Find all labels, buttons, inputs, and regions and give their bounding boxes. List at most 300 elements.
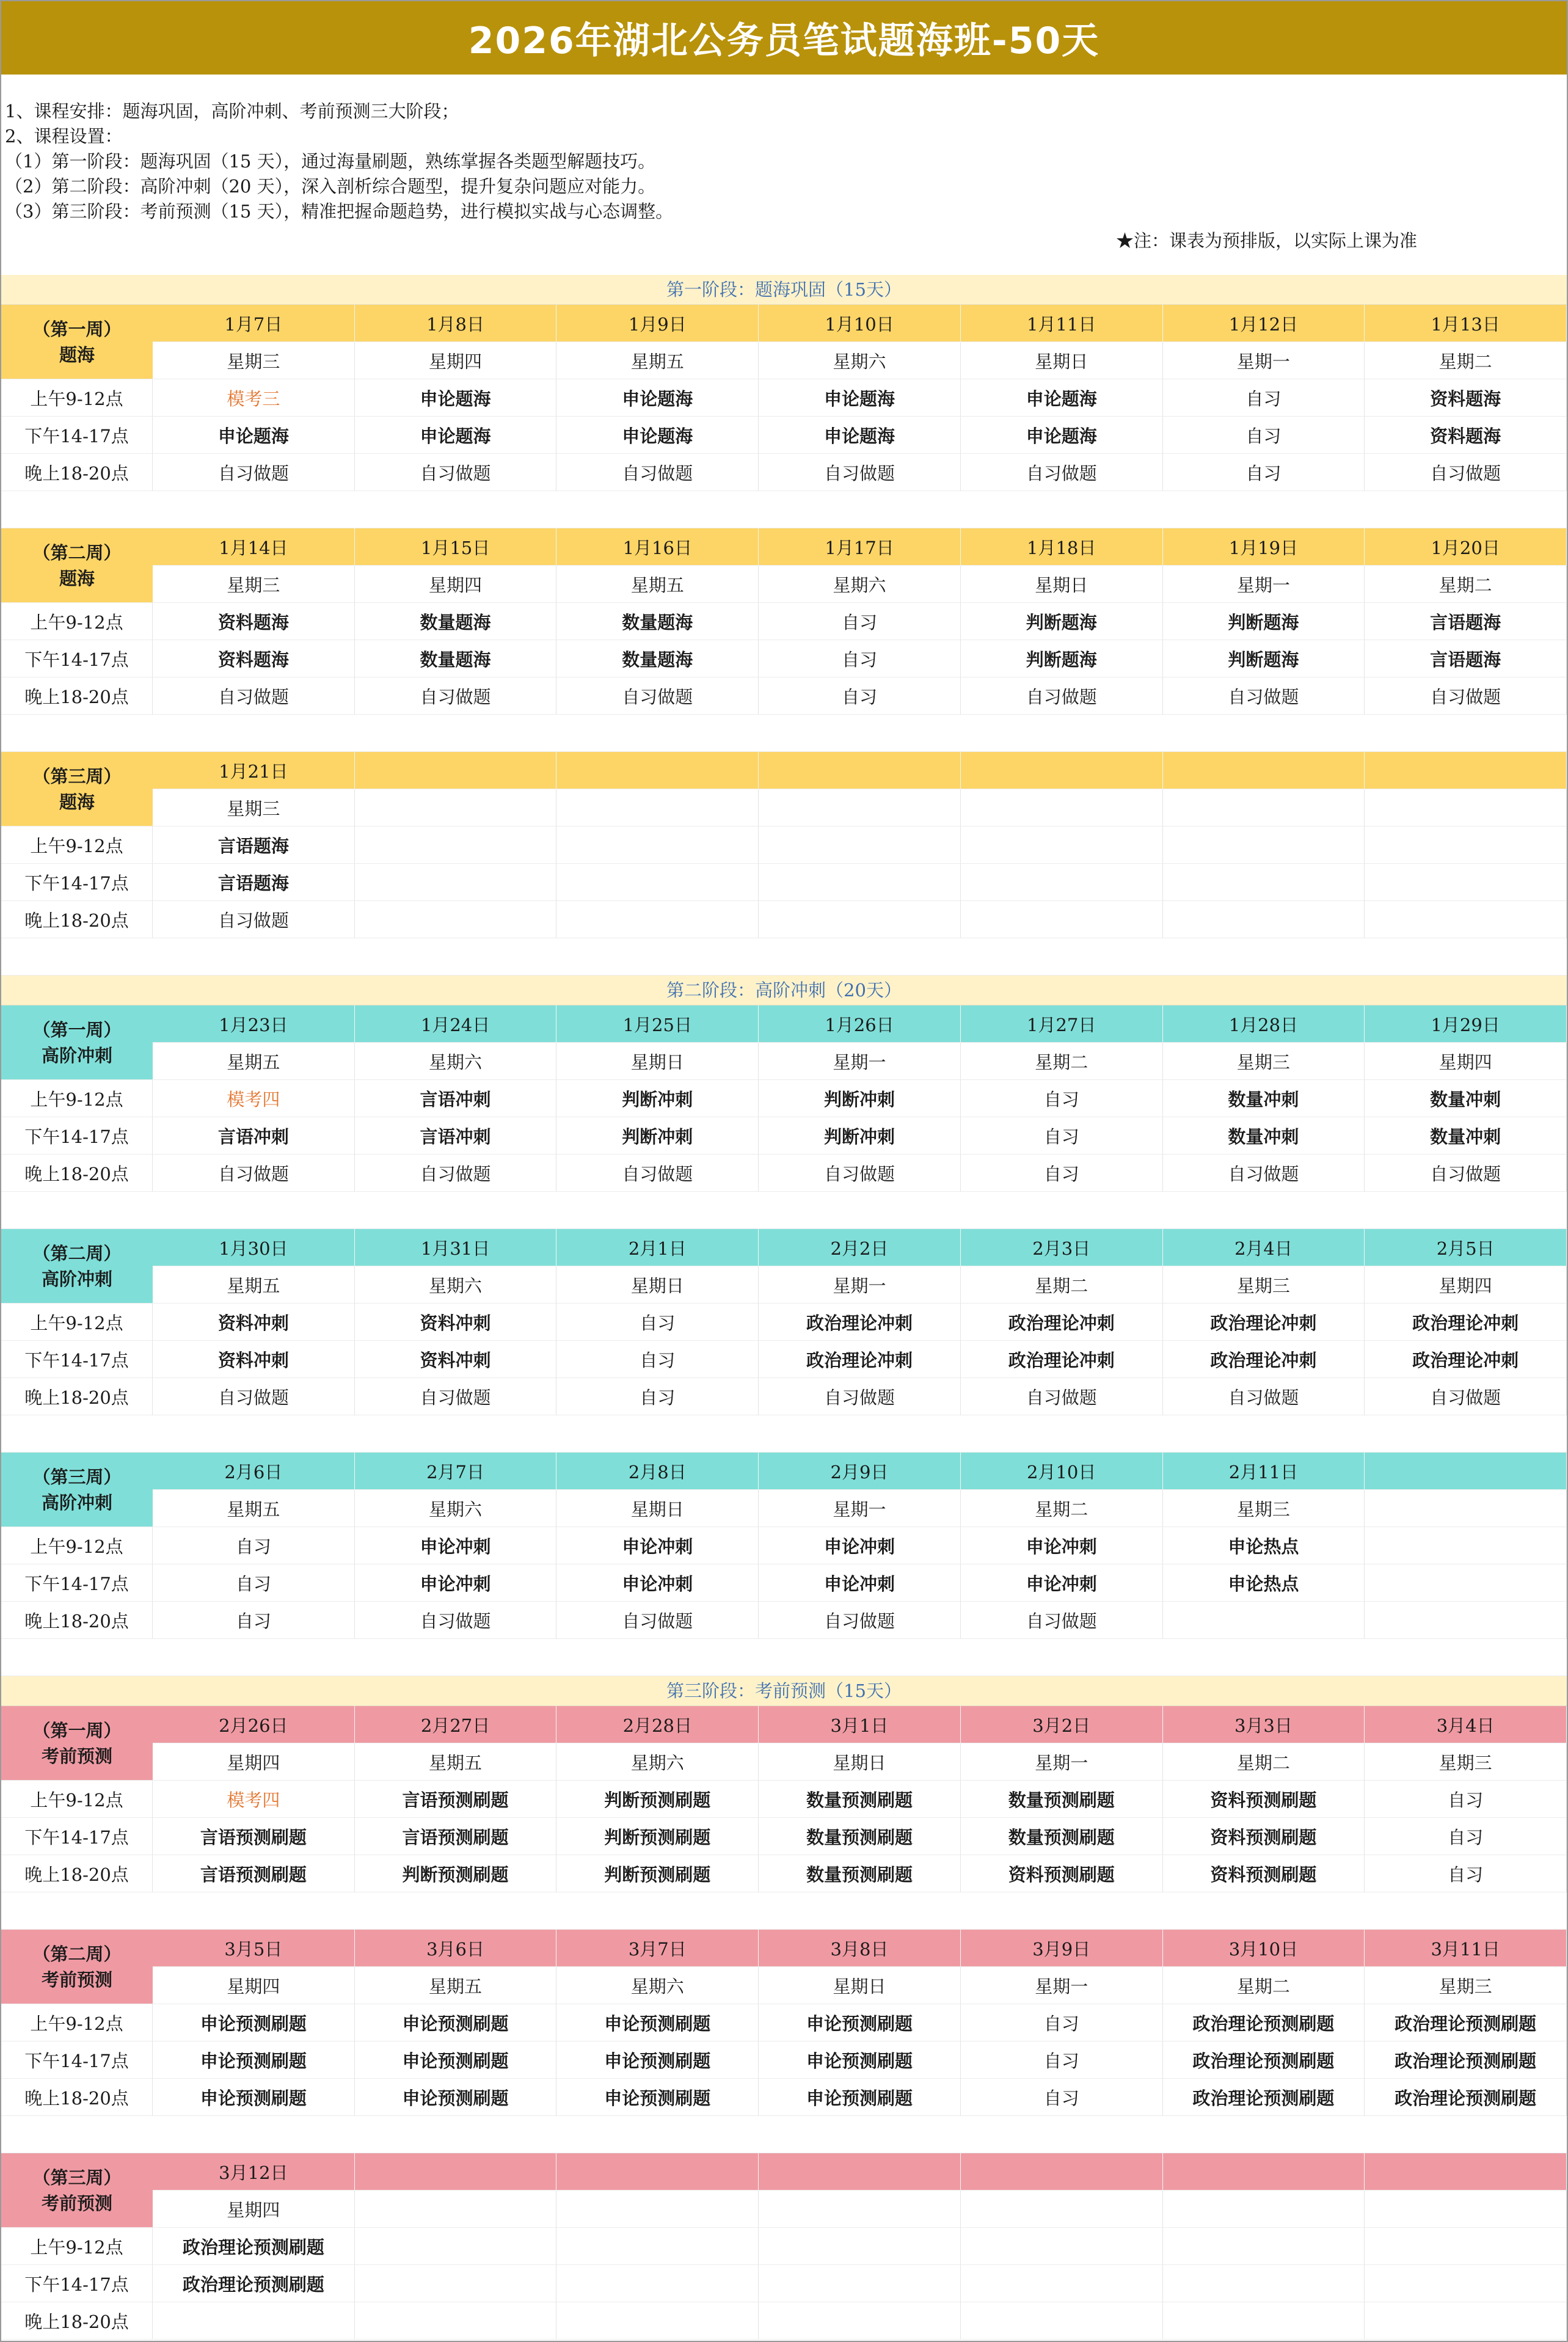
session-cell <box>759 2302 961 2340</box>
day-date: 1月9日 <box>556 305 759 342</box>
day-date <box>556 2153 759 2191</box>
week-label-line: 高阶冲刺 <box>41 1268 112 1290</box>
day-weekday: 星期六 <box>556 1743 759 1781</box>
day-weekday <box>556 789 759 826</box>
day-date: 3月11日 <box>1365 1930 1567 1967</box>
session-cell <box>1365 826 1567 864</box>
day-weekday: 星期一 <box>961 1743 1163 1781</box>
session-cell <box>759 826 961 864</box>
session-cell: 政治理论冲刺 <box>1163 1341 1365 1378</box>
session-cell <box>355 2265 557 2302</box>
day-weekday <box>1365 2191 1567 2228</box>
session-cell <box>1163 1602 1365 1639</box>
day-date: 2月10日 <box>961 1453 1163 1490</box>
day-weekday: 星期日 <box>556 1043 759 1080</box>
week-label-line: 题海 <box>59 791 95 812</box>
week-table <box>1 2153 1567 2340</box>
session-cell <box>1163 901 1365 938</box>
time-slot-label: 上午9-12点 <box>1 603 153 640</box>
session-cell: 申论题海 <box>759 379 961 417</box>
day-date: 2月5日 <box>1365 1229 1567 1266</box>
day-weekday <box>961 789 1163 826</box>
session-cell: 自习做题 <box>759 1602 961 1639</box>
session-cell: 自习 <box>1163 379 1365 417</box>
day-weekday: 星期六 <box>355 1266 557 1304</box>
session-cell: 申论预测刷题 <box>153 2004 355 2041</box>
session-cell: 申论预测刷题 <box>759 2004 961 2041</box>
session-cell: 言语冲刺 <box>355 1117 557 1155</box>
day-weekday: 星期五 <box>153 1266 355 1304</box>
session-cell: 言语预测刷题 <box>355 1818 557 1855</box>
session-cell <box>1163 2228 1365 2265</box>
session-cell <box>355 826 557 864</box>
session-cell: 申论预测刷题 <box>556 2041 759 2079</box>
session-cell: 模考四 <box>153 1080 355 1117</box>
session-cell: 申论预测刷题 <box>759 2041 961 2079</box>
week-spacer <box>1 715 1567 752</box>
session-cell <box>961 2265 1163 2302</box>
session-cell: 自习做题 <box>153 1378 355 1415</box>
week-label <box>1 1706 153 1781</box>
day-weekday <box>759 789 961 826</box>
session-cell: 申论预测刷题 <box>355 2079 557 2116</box>
session-cell: 申论题海 <box>556 417 759 454</box>
week-label-line: 考前预测 <box>41 1969 112 1990</box>
session-cell: 政治理论冲刺 <box>759 1304 961 1341</box>
day-weekday: 星期二 <box>961 1043 1163 1080</box>
session-cell <box>556 826 759 864</box>
day-weekday: 星期五 <box>556 566 759 603</box>
time-slot-label: 晚上18-20点 <box>1 901 153 938</box>
day-date: 1月23日 <box>153 1005 355 1043</box>
day-weekday: 星期二 <box>961 1490 1163 1527</box>
week-label <box>1 1453 153 1527</box>
day-weekday: 星期二 <box>1163 1743 1365 1781</box>
time-slot-label: 下午14-17点 <box>1 2265 153 2302</box>
session-cell: 言语冲刺 <box>153 1117 355 1155</box>
intro-line: （2）第二阶段：高阶冲刺（20 天），深入剖析综合题型，提升复杂问题应对能力。 <box>5 176 656 197</box>
session-cell: 判断预测刷题 <box>355 1855 557 1892</box>
day-date: 3月6日 <box>355 1930 557 1967</box>
session-cell: 申论冲刺 <box>961 1564 1163 1602</box>
session-cell: 申论预测刷题 <box>355 2041 557 2079</box>
day-date: 1月14日 <box>153 528 355 566</box>
week-label-line: 题海 <box>59 567 95 589</box>
day-weekday: 星期二 <box>1365 566 1567 603</box>
day-weekday: 星期一 <box>1163 566 1365 603</box>
session-cell: 自习做题 <box>556 677 759 715</box>
day-date <box>1163 2153 1365 2191</box>
session-cell: 自习 <box>1365 1855 1567 1892</box>
session-cell: 资料冲刺 <box>355 1304 557 1341</box>
day-weekday: 星期三 <box>153 342 355 379</box>
session-cell: 判断预测刷题 <box>556 1855 759 1892</box>
session-cell: 数量预测刷题 <box>759 1818 961 1855</box>
week-spacer <box>1 491 1567 528</box>
day-weekday: 星期三 <box>1365 1743 1567 1781</box>
week-label-line: （第二周） <box>32 1943 122 1964</box>
session-cell <box>1365 1527 1567 1564</box>
session-cell: 申论冲刺 <box>961 1527 1163 1564</box>
time-slot-label: 晚上18-20点 <box>1 2079 153 2116</box>
session-cell: 申论题海 <box>961 379 1163 417</box>
session-cell: 言语题海 <box>1365 603 1567 640</box>
day-weekday <box>961 2191 1163 2228</box>
session-cell: 数量冲刺 <box>1163 1117 1365 1155</box>
session-cell: 判断预测刷题 <box>556 1818 759 1855</box>
day-weekday <box>1163 2191 1365 2228</box>
day-weekday: 星期五 <box>153 1490 355 1527</box>
day-date: 1月18日 <box>961 528 1163 566</box>
session-cell: 言语预测刷题 <box>355 1781 557 1818</box>
week-spacer <box>1 1639 1567 1676</box>
day-weekday: 星期日 <box>961 342 1163 379</box>
week-table <box>1 305 1567 528</box>
time-slot-label: 下午14-17点 <box>1 1818 153 1855</box>
session-cell: 资料冲刺 <box>355 1341 557 1378</box>
day-weekday: 星期六 <box>556 1967 759 2004</box>
day-date: 2月28日 <box>556 1706 759 1743</box>
day-date: 2月1日 <box>556 1229 759 1266</box>
day-date: 1月15日 <box>355 528 557 566</box>
session-cell: 自习做题 <box>961 677 1163 715</box>
day-date: 2月3日 <box>961 1229 1163 1266</box>
day-weekday: 星期六 <box>759 342 961 379</box>
session-cell: 申论预测刷题 <box>556 2079 759 2116</box>
session-cell: 自习 <box>961 2041 1163 2079</box>
time-slot-label: 晚上18-20点 <box>1 1155 153 1192</box>
session-cell: 自习 <box>153 1564 355 1602</box>
day-date: 3月10日 <box>1163 1930 1365 1967</box>
session-cell: 判断预测刷题 <box>556 1781 759 1818</box>
day-weekday: 星期一 <box>759 1490 961 1527</box>
session-cell: 自习做题 <box>1163 677 1365 715</box>
day-date: 1月30日 <box>153 1229 355 1266</box>
week-table <box>1 1005 1567 1229</box>
session-cell: 自习 <box>1163 417 1365 454</box>
session-cell: 自习 <box>1365 1818 1567 1855</box>
day-date: 1月16日 <box>556 528 759 566</box>
session-cell: 模考三 <box>153 379 355 417</box>
time-slot-label: 晚上18-20点 <box>1 1378 153 1415</box>
session-cell: 资料预测刷题 <box>961 1855 1163 1892</box>
session-cell: 数量预测刷题 <box>759 1781 961 1818</box>
session-cell <box>759 901 961 938</box>
week-label <box>1 1229 153 1304</box>
session-cell: 申论冲刺 <box>355 1564 557 1602</box>
week-label <box>1 1005 153 1080</box>
session-cell <box>961 864 1163 901</box>
day-date <box>1365 1453 1567 1490</box>
day-date <box>1365 752 1567 789</box>
session-cell <box>1163 2302 1365 2340</box>
time-slot-label: 上午9-12点 <box>1 1527 153 1564</box>
day-weekday: 星期日 <box>556 1266 759 1304</box>
time-slot-label: 下午14-17点 <box>1 417 153 454</box>
session-cell: 申论冲刺 <box>355 1527 557 1564</box>
session-cell: 自习做题 <box>355 1602 557 1639</box>
session-cell: 自习做题 <box>961 454 1163 491</box>
session-cell: 政治理论冲刺 <box>1163 1304 1365 1341</box>
day-date: 1月7日 <box>153 305 355 342</box>
session-cell: 资料冲刺 <box>153 1304 355 1341</box>
session-cell <box>759 2265 961 2302</box>
week-label-line: 考前预测 <box>41 1745 112 1767</box>
day-weekday: 星期日 <box>759 1743 961 1781</box>
session-cell: 自习做题 <box>759 1155 961 1192</box>
day-weekday: 星期三 <box>1365 1967 1567 2004</box>
session-cell: 数量题海 <box>556 640 759 677</box>
week-label-line: 高阶冲刺 <box>41 1045 112 1066</box>
day-weekday: 星期二 <box>1163 1967 1365 2004</box>
day-weekday: 星期三 <box>153 566 355 603</box>
day-weekday <box>556 2191 759 2228</box>
session-cell <box>556 864 759 901</box>
day-weekday: 星期五 <box>153 1043 355 1080</box>
session-cell: 自习 <box>1365 1781 1567 1818</box>
week-label-line: 题海 <box>59 344 95 365</box>
session-cell: 自习做题 <box>153 454 355 491</box>
session-cell: 政治理论冲刺 <box>961 1304 1163 1341</box>
day-weekday: 星期四 <box>153 2191 355 2228</box>
week-label-line: （第一周） <box>32 318 122 340</box>
day-date <box>961 752 1163 789</box>
session-cell: 数量冲刺 <box>1163 1080 1365 1117</box>
week-spacer <box>1 938 1567 976</box>
session-cell: 自习做题 <box>961 1378 1163 1415</box>
session-cell: 自习做题 <box>355 1155 557 1192</box>
session-cell: 言语冲刺 <box>355 1080 557 1117</box>
stage-header: 第三阶段：考前预测（15天） <box>1 1676 1567 1706</box>
day-weekday: 星期六 <box>759 566 961 603</box>
session-cell: 申论题海 <box>961 417 1163 454</box>
session-cell: 判断冲刺 <box>759 1117 961 1155</box>
week-table <box>1 1453 1567 1676</box>
session-cell <box>961 2302 1163 2340</box>
session-cell <box>355 2302 557 2340</box>
session-cell <box>1163 826 1365 864</box>
session-cell: 自习做题 <box>556 1155 759 1192</box>
session-cell: 自习做题 <box>153 677 355 715</box>
day-date <box>355 2153 557 2191</box>
week-spacer <box>1 2116 1567 2153</box>
day-date <box>355 752 557 789</box>
week-table <box>1 1706 1567 1930</box>
session-cell: 自习 <box>759 677 961 715</box>
day-weekday: 星期一 <box>1163 342 1365 379</box>
week-table <box>1 752 1567 976</box>
session-cell: 自习 <box>556 1341 759 1378</box>
week-label <box>1 528 153 603</box>
session-cell: 申论冲刺 <box>759 1564 961 1602</box>
session-cell: 资料题海 <box>1365 379 1567 417</box>
session-cell: 自习做题 <box>1365 454 1567 491</box>
time-slot-label: 下午14-17点 <box>1 1341 153 1378</box>
session-cell: 资料冲刺 <box>153 1341 355 1378</box>
session-cell: 申论热点 <box>1163 1527 1365 1564</box>
day-date: 2月7日 <box>355 1453 557 1490</box>
day-weekday: 星期五 <box>355 1967 557 2004</box>
session-cell <box>556 901 759 938</box>
session-cell: 申论预测刷题 <box>355 2004 557 2041</box>
day-weekday: 星期三 <box>1163 1490 1365 1527</box>
day-weekday: 星期一 <box>961 1967 1163 2004</box>
session-cell: 判断题海 <box>961 640 1163 677</box>
session-cell <box>556 2265 759 2302</box>
day-date: 1月10日 <box>759 305 961 342</box>
session-cell <box>759 864 961 901</box>
day-date <box>759 752 961 789</box>
week-spacer <box>1 1415 1567 1453</box>
day-weekday: 星期四 <box>355 566 557 603</box>
session-cell <box>1163 2265 1365 2302</box>
day-date: 3月12日 <box>153 2153 355 2191</box>
session-cell: 自习做题 <box>355 1378 557 1415</box>
session-cell: 数量预测刷题 <box>759 1855 961 1892</box>
session-cell: 言语预测刷题 <box>153 1855 355 1892</box>
session-cell: 自习 <box>961 1080 1163 1117</box>
session-cell: 判断冲刺 <box>759 1080 961 1117</box>
session-cell: 政治理论冲刺 <box>961 1341 1163 1378</box>
session-cell: 自习 <box>961 1117 1163 1155</box>
session-cell <box>1163 864 1365 901</box>
day-weekday <box>1163 789 1365 826</box>
day-weekday: 星期五 <box>355 1743 557 1781</box>
schedule-note: ★注：课表为预排版，以实际上课为准 <box>1115 230 1417 251</box>
week-label-line: （第三周） <box>32 765 122 787</box>
session-cell: 申论冲刺 <box>556 1564 759 1602</box>
session-cell: 言语题海 <box>153 864 355 901</box>
session-cell: 自习 <box>556 1304 759 1341</box>
day-date: 1月28日 <box>1163 1005 1365 1043</box>
day-date: 1月26日 <box>759 1005 961 1043</box>
day-date: 2月6日 <box>153 1453 355 1490</box>
week-label-line: （第一周） <box>32 1720 122 1741</box>
session-cell <box>961 2228 1163 2265</box>
session-cell: 自习做题 <box>1163 1378 1365 1415</box>
day-date <box>759 2153 961 2191</box>
day-date: 1月25日 <box>556 1005 759 1043</box>
session-cell <box>759 2228 961 2265</box>
session-cell: 自习做题 <box>1365 677 1567 715</box>
day-weekday: 星期四 <box>1365 1043 1567 1080</box>
session-cell: 数量题海 <box>355 603 557 640</box>
day-date: 2月4日 <box>1163 1229 1365 1266</box>
day-weekday <box>355 2191 557 2228</box>
session-cell: 自习做题 <box>961 1602 1163 1639</box>
session-cell: 政治理论冲刺 <box>1365 1341 1567 1378</box>
week-label <box>1 1930 153 2004</box>
time-slot-label: 晚上18-20点 <box>1 2302 153 2340</box>
session-cell: 政治理论预测刷题 <box>1365 2004 1567 2041</box>
session-cell: 自习 <box>961 1155 1163 1192</box>
session-cell: 资料预测刷题 <box>1163 1855 1365 1892</box>
session-cell: 政治理论预测刷题 <box>1365 2079 1567 2116</box>
session-cell: 申论题海 <box>759 417 961 454</box>
session-cell: 政治理论预测刷题 <box>153 2265 355 2302</box>
day-date: 1月21日 <box>153 752 355 789</box>
day-weekday: 星期一 <box>759 1043 961 1080</box>
day-weekday: 星期一 <box>759 1266 961 1304</box>
week-label-line: 考前预测 <box>41 2192 112 2214</box>
session-cell: 政治理论预测刷题 <box>1365 2041 1567 2079</box>
session-cell: 言语题海 <box>153 826 355 864</box>
week-label-line: （第二周） <box>32 542 122 563</box>
day-date: 2月26日 <box>153 1706 355 1743</box>
week-table <box>1 528 1567 752</box>
day-date: 1月8日 <box>355 305 557 342</box>
session-cell: 自习做题 <box>759 454 961 491</box>
session-cell: 判断题海 <box>961 603 1163 640</box>
session-cell: 自习做题 <box>355 677 557 715</box>
session-cell: 申论热点 <box>1163 1564 1365 1602</box>
day-weekday: 星期四 <box>355 342 557 379</box>
session-cell: 自习 <box>153 1527 355 1564</box>
day-date <box>1365 2153 1567 2191</box>
day-date: 3月5日 <box>153 1930 355 1967</box>
session-cell: 资料预测刷题 <box>1163 1781 1365 1818</box>
time-slot-label: 下午14-17点 <box>1 864 153 901</box>
time-slot-label: 下午14-17点 <box>1 1117 153 1155</box>
day-weekday: 星期六 <box>355 1043 557 1080</box>
session-cell <box>961 826 1163 864</box>
session-cell: 自习 <box>759 640 961 677</box>
session-cell: 申论预测刷题 <box>759 2079 961 2116</box>
time-slot-label: 上午9-12点 <box>1 379 153 417</box>
session-cell <box>1365 2302 1567 2340</box>
session-cell: 自习做题 <box>153 1155 355 1192</box>
session-cell: 自习 <box>1163 454 1365 491</box>
session-cell: 数量题海 <box>556 603 759 640</box>
time-slot-label: 上午9-12点 <box>1 1304 153 1341</box>
session-cell: 申论预测刷题 <box>153 2079 355 2116</box>
time-slot-label: 上午9-12点 <box>1 2004 153 2041</box>
session-cell: 判断题海 <box>1163 603 1365 640</box>
time-slot-label: 上午9-12点 <box>1 1781 153 1818</box>
day-date: 2月27日 <box>355 1706 557 1743</box>
session-cell: 言语预测刷题 <box>153 1818 355 1855</box>
session-cell: 数量冲刺 <box>1365 1117 1567 1155</box>
day-date: 3月1日 <box>759 1706 961 1743</box>
day-date: 2月9日 <box>759 1453 961 1490</box>
time-slot-label: 下午14-17点 <box>1 1564 153 1602</box>
day-weekday: 星期三 <box>1163 1043 1365 1080</box>
time-slot-label: 上午9-12点 <box>1 2228 153 2265</box>
time-slot-label: 下午14-17点 <box>1 2041 153 2079</box>
week-label-line: 高阶冲刺 <box>41 1492 112 1513</box>
session-cell: 申论题海 <box>355 379 557 417</box>
day-date: 3月2日 <box>961 1706 1163 1743</box>
session-cell: 自习做题 <box>1163 1155 1365 1192</box>
session-cell: 数量预测刷题 <box>961 1781 1163 1818</box>
session-cell: 资料题海 <box>153 640 355 677</box>
day-date: 3月4日 <box>1365 1706 1567 1743</box>
day-date: 1月31日 <box>355 1229 557 1266</box>
week-spacer <box>1 1892 1567 1930</box>
day-date: 2月11日 <box>1163 1453 1365 1490</box>
session-cell: 自习 <box>961 2004 1163 2041</box>
session-cell: 自习 <box>153 1602 355 1639</box>
time-slot-label: 上午9-12点 <box>1 1080 153 1117</box>
session-cell: 自习做题 <box>355 454 557 491</box>
week-spacer <box>1 1192 1567 1229</box>
stage-header: 第二阶段：高阶冲刺（20天） <box>1 976 1567 1005</box>
session-cell: 申论冲刺 <box>556 1527 759 1564</box>
session-cell <box>961 901 1163 938</box>
time-slot-label: 上午9-12点 <box>1 826 153 864</box>
day-date: 1月19日 <box>1163 528 1365 566</box>
session-cell <box>355 2228 557 2265</box>
